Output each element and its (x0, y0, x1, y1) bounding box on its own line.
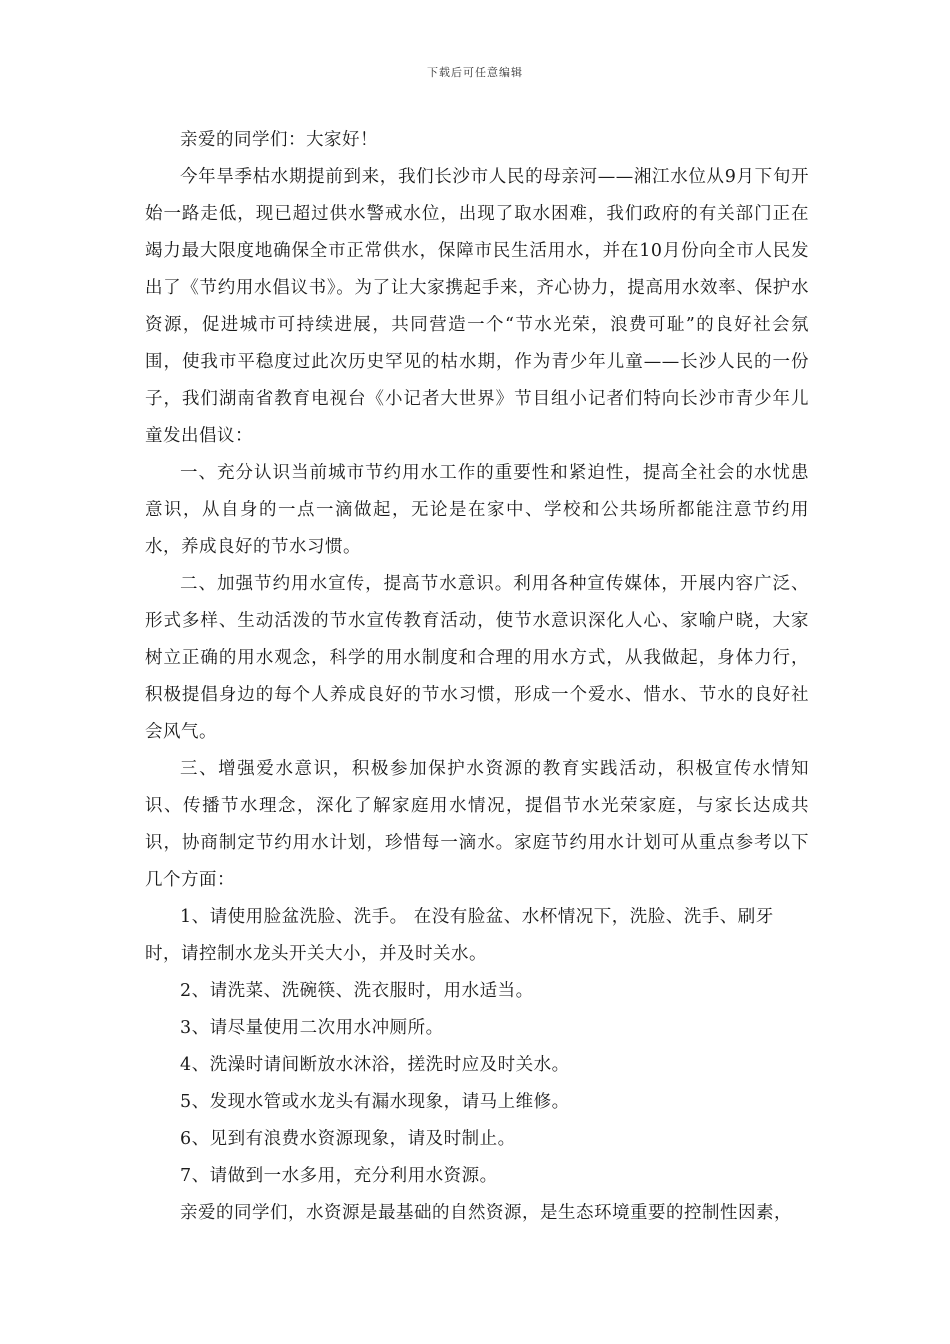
list-item-7: 7、请做到一水多用，充分利用水资源。 (180, 1166, 498, 1186)
point-one-paragraph: 一、充分认识当前城市节约用水工作的重要性和紧迫性，提高全社会的水忧患意识，从自身的一点一滴做起，无论是在家中、学校和公共场所都能注意节约用水，养成良好的节水习惯。 (145, 463, 809, 557)
page-header-note: 下载后可任意编辑 (427, 66, 523, 79)
closing-paragraph: 亲爱的同学们，水资源是最基础的自然资源，是生态环境重要的控制性因素， (180, 1203, 792, 1223)
list-item-1: 1、请使用脸盆洗脸、洗手。 在没有脸盆、水杯情况下，洗脸、洗手、刷牙时，请控制水龙头开关大小，并及时关水。 (145, 907, 774, 964)
list-item-2: 2、请洗菜、洗碗筷、洗衣服时，用水适当。 (180, 981, 534, 1001)
list-item-5: 5、发现水管或水龙头有漏水现象，请马上维修。 (180, 1092, 570, 1112)
point-three-paragraph: 三、增强爱水意识，积极参加保护水资源的教育实践活动，积极宣传水情知识、传播节水理念，深化了解家庭用水情况，提倡节水光荣家庭，与家长达成共识，协商制定节约用水计划，珍惜每一滴水。家庭节约用水计划可从重点参考以下几个方面： (145, 759, 809, 890)
intro-paragraph: 今年旱季枯水期提前到来，我们长沙市人民的母亲河——湘江水位从9月下旬开始一路走低，现已超过供水警戒水位，出现了取水困难，我们政府的有关部门正在竭力最大限度地确保全市正常供水，保障市民生活用水，并在10月份向全市人民发出了《节约用水倡议书》。为了让大家携起手来，齐心协力，提高用水效率、保护水资源，促进城市可持续进展，共同营造一个“节水光荣，浪费可耻”的良好社会氛围，使我市平稳度过此次历史罕见的枯水期，作为青少年儿童——长沙人民的一份子，我们湖南省教育电视台《小记者大世界》节目组小记者们特向长沙市青少年儿童发出倡议： (145, 167, 809, 446)
list-item-4: 4、洗澡时请间断放水沐浴，搓洗时应及时关水。 (180, 1055, 570, 1075)
document-body (145, 122, 809, 1232)
list-item-6: 6、见到有浪费水资源现象，请及时制止。 (180, 1129, 516, 1149)
list-item-3: 3、请尽量使用二次用水冲厕所。 (180, 1018, 444, 1038)
greeting-paragraph: 亲爱的同学们：大家好！ (180, 130, 378, 150)
point-two-paragraph: 二、加强节约用水宣传，提高节水意识。利用各种宣传媒体，开展内容广泛、形式多样、生动活泼的节水宣传教育活动，使节水意识深化人心、家喻户晓，大家树立正确的用水观念，科学的用水制度和合理的用水方式，从我做起，身体力行，积极提倡身边的每个人养成良好的节水习惯，形成一个爱水、惜水、节水的良好社会风气。 (145, 574, 809, 742)
